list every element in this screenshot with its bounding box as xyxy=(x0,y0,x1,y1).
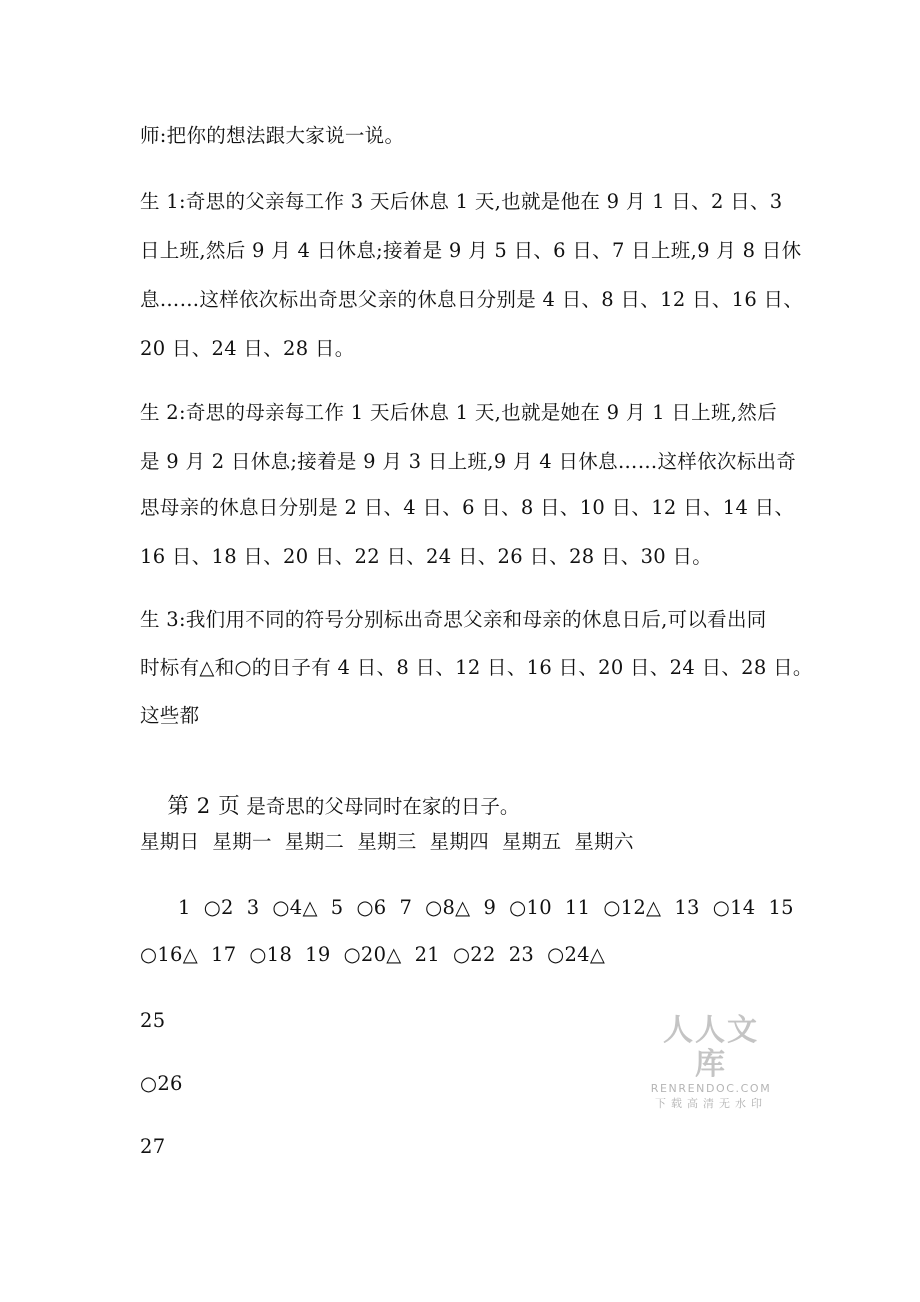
student2-line-3: 思母亲的休息日分别是 2 日、4 日、6 日、8 日、10 日、12 日、14 日、 xyxy=(140,496,795,519)
student1-line-2: 日上班,然后 9 月 4 日休息;接着是 9 月 5 日、6 日、7 日上班,9 月 8 日休 xyxy=(140,239,802,262)
calendar-row-1: 1 ○2 3 ○4△ 5 ○6 7 ○8△ 9 ○10 11 ○12△ 13 ○14 15 xyxy=(178,896,794,919)
calendar-row-3: 25 xyxy=(140,1009,166,1032)
student1-line-1: 生 1:奇思的父亲每工作 3 天后休息 1 天,也就是他在 9 月 1 日、2 日、3 xyxy=(140,190,783,213)
student3-line-2: 时标有△和○的日子有 4 日、8 日、12 日、16 日、20 日、24 日、28 日。 xyxy=(140,656,813,679)
watermark-title: 人人文库 xyxy=(663,1013,759,1082)
page-number-label: 第 2 页 xyxy=(167,794,241,819)
teacher-prompt: 师:把你的想法跟大家说一说。 xyxy=(140,124,405,147)
watermark-slogan: 下载高清无水印 xyxy=(655,1097,767,1110)
calendar-row-5: 27 xyxy=(140,1135,166,1158)
student2-line-1: 生 2:奇思的母亲每工作 1 天后休息 1 天,也就是她在 9 月 1 日上班,然后 xyxy=(140,401,777,424)
page-marker-text: 是奇思的父母同时在家的日子。 xyxy=(240,795,520,818)
calendar-row-2: ○16△ 17 ○18 19 ○20△ 21 ○22 23 ○24△ xyxy=(140,943,606,966)
student3-line-1: 生 3:我们用不同的符号分别标出奇思父亲和母亲的休息日后,可以看出同 xyxy=(140,608,767,631)
weekday-header-row: 星期日 星期一 星期二 星期三 星期四 星期五 星期六 xyxy=(140,830,634,853)
student1-line-4: 20 日、24 日、28 日。 xyxy=(140,337,355,360)
student3-line-3: 这些都 xyxy=(140,704,200,727)
student2-line-4: 16 日、18 日、20 日、22 日、24 日、26 日、28 日、30 日。 xyxy=(140,545,713,568)
calendar-row-4: ○26 xyxy=(140,1072,183,1095)
student1-line-3: 息……这样依次标出奇思父亲的休息日分别是 4 日、8 日、12 日、16 日、 xyxy=(140,288,804,311)
student2-line-2: 是 9 月 2 日休息;接着是 9 月 3 日上班,9 月 4 日休息……这样依次标出奇 xyxy=(140,450,797,473)
watermark-domain: RENRENDOC.COM xyxy=(650,1082,772,1095)
watermark-logo xyxy=(648,1014,774,1112)
